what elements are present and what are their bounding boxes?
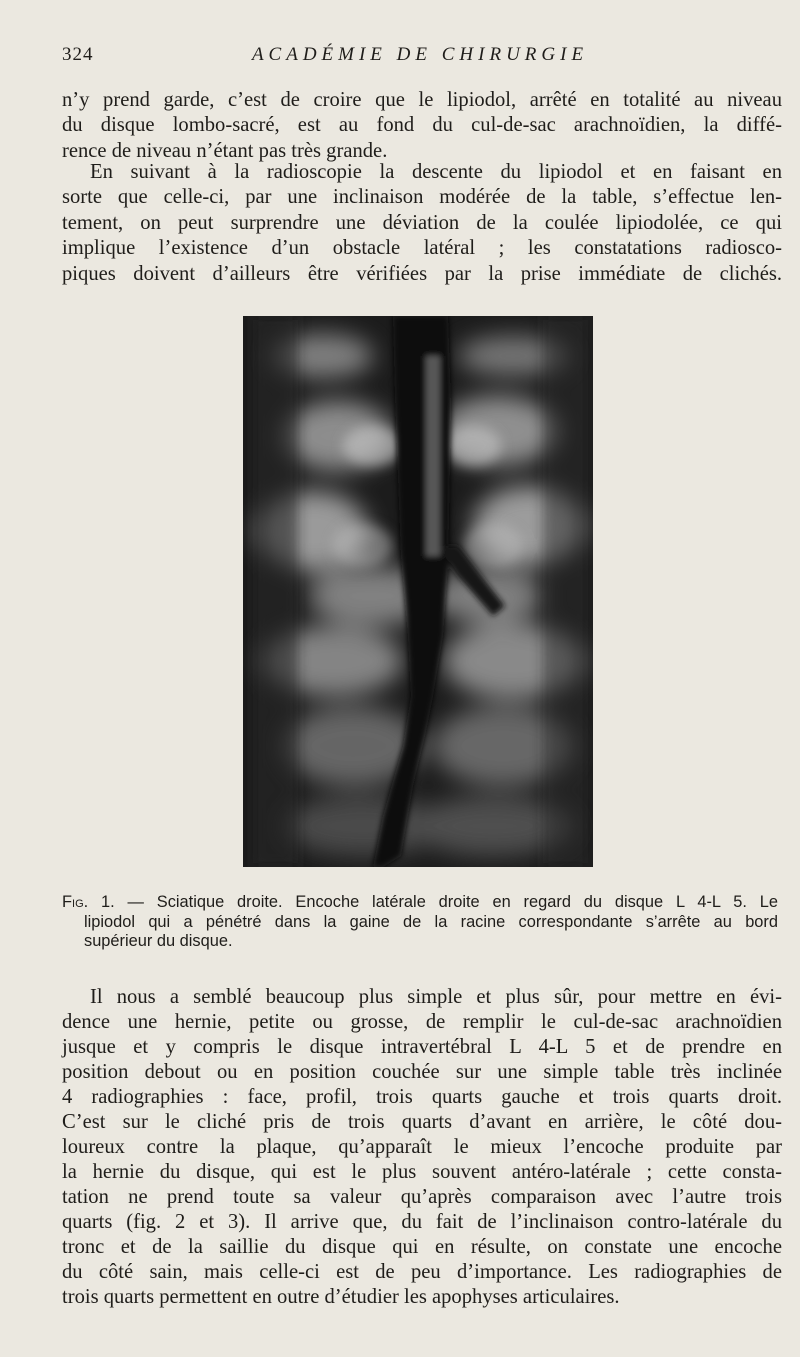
text-line: tation ne prend toute sa valeur qu’après comparaison avec l’autre trois — [62, 1186, 782, 1208]
figure-caption — [62, 893, 778, 952]
page-number: 324 — [62, 44, 94, 65]
text-line: la hernie du disque, qui est le plus souvent antéro-latérale ; cette consta- — [62, 1161, 782, 1183]
text-line: tement, on peut surprendre une déviation de la coulée lipiodolée, ce qui — [62, 211, 782, 234]
paragraph-1 — [62, 88, 782, 164]
text-line: piques doivent d’ailleurs être vérifiées par la prise immédiate de clichés. — [62, 262, 782, 285]
text-line: loureux contre la plaque, qu’apparaît le mieux l’encoche produite par — [62, 1136, 782, 1158]
paragraph-3 — [62, 985, 782, 1310]
caption-line: lipiodol qui a pénétré dans la gaine de la racine correspondante s’arrête au bord — [84, 912, 778, 931]
paragraph-2 — [62, 160, 782, 287]
text-line: En suivant à la radioscopie la descente du lipiodol et en faisant en — [90, 161, 782, 183]
text-line: rence de niveau n’étant pas très grande. — [62, 139, 388, 162]
text-line: du côté sain, mais celle-ci est de peu d’importance. Les radiographies de — [62, 1261, 782, 1283]
radiograph-image — [243, 316, 593, 867]
text-line: sorte que celle-ci, par une inclinaison modérée de la table, s’effectue len- — [62, 186, 782, 209]
figure-label: Fig. 1. — [62, 893, 115, 911]
text-line: dence une hernie, petite ou grosse, de remplir le cul-de-sac arachnoïdien — [62, 1011, 782, 1033]
text-line: Il nous a semblé beaucoup plus simple et plus sûr, pour mettre en évi- — [90, 986, 782, 1008]
text-line: n’y prend garde, c’est de croire que le lipiodol, arrêté en totalité au niveau — [62, 89, 782, 111]
radiograph-figure — [243, 316, 593, 867]
caption-line: — Sciatique droite. Encoche latérale droite en regard du disque L 4-L 5. Le — [127, 893, 778, 911]
text-line: quarts (fig. 2 et 3). Il arrive que, du fait de l’inclinaison contro-latérale du — [62, 1211, 782, 1233]
text-line: tronc et de la saillie du disque qui en résulte, on constate une encoche — [62, 1236, 782, 1258]
text-line: 4 radiographies : face, profil, trois quarts gauche et trois quarts droit. — [62, 1086, 782, 1108]
running-head: ACADÉMIE DE CHIRURGIE — [251, 44, 589, 65]
text-line: du disque lombo-sacré, est au fond du cul-de-sac arachnoïdien, la diffé- — [62, 114, 782, 137]
text-line: implique l’existence d’un obstacle latéral ; les constatations radiosco- — [62, 237, 782, 260]
text-line: jusque et y compris le disque intravertébral L 4-L 5 et de prendre en — [62, 1036, 782, 1058]
text-line: trois quarts permettent en outre d’étudier les apophyses articulaires. — [62, 1286, 620, 1308]
text-line: position debout ou en position couchée sur une simple table très inclinée — [62, 1061, 782, 1083]
text-line: C’est sur le cliché pris de trois quarts d’avant en arrière, le côté dou- — [62, 1111, 782, 1133]
caption-line: supérieur du disque. — [84, 932, 233, 950]
